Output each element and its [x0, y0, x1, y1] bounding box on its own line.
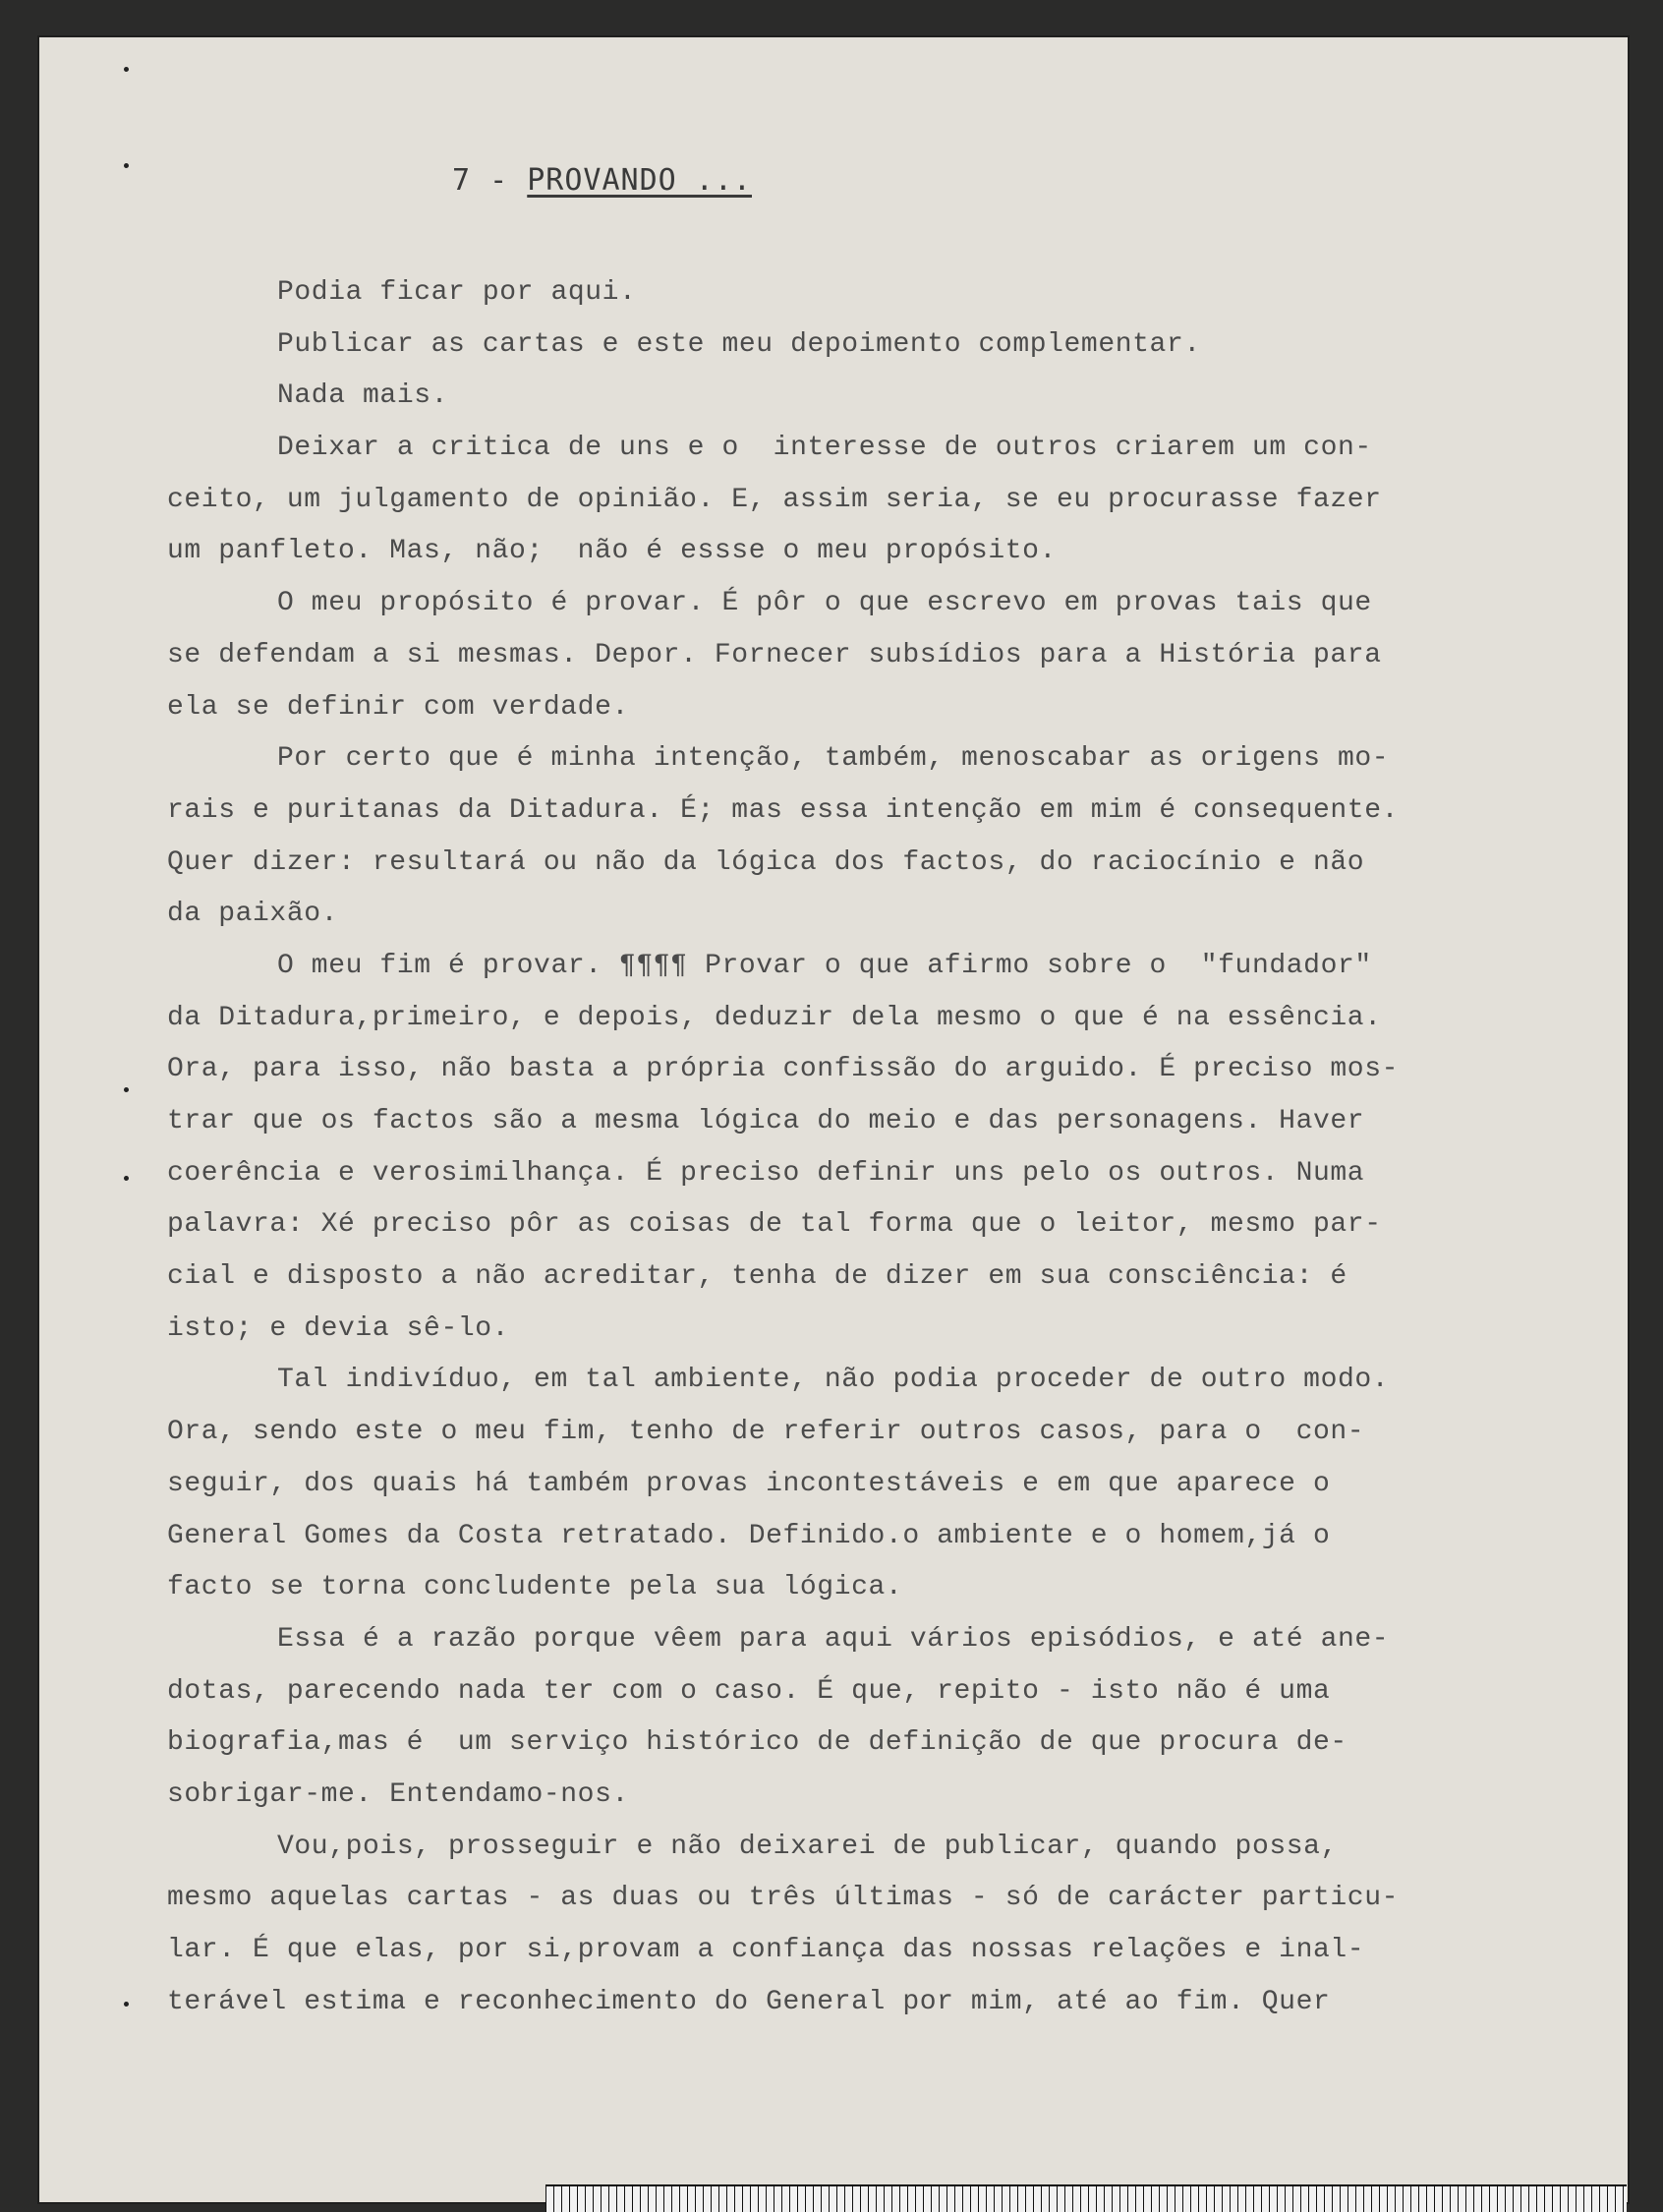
text-line: coerência e verosimilhança. É preciso definir uns pelo os outros. Numa — [167, 1157, 1365, 1189]
text-line: cial e disposto a não acreditar, tenha de dizer em sua consciência: é — [167, 1261, 1348, 1293]
text-line: terável estima e reconhecimento do General por mim, até ao fim. Quer — [167, 1986, 1331, 2017]
text-line: Ora, sendo este o meu fim, tenho de referir outros casos, para o con- — [167, 1417, 1365, 1448]
text-line: Publicar as cartas e este meu depoimento complementar. — [277, 328, 1201, 360]
text-line: Ora, para isso, não basta a própria confissão do arguido. É preciso mos- — [167, 1054, 1399, 1085]
text-line: isto; e devia sê-lo. — [167, 1312, 510, 1344]
hole-mark — [124, 2002, 129, 2007]
text-line: sobrigar-me. Entendamo-nos. — [167, 1778, 629, 1810]
hole-mark — [124, 67, 129, 72]
text-line: General Gomes da Costa retratado. Definido.o ambiente e o homem,já o — [167, 1520, 1331, 1551]
text-line: Tal indivíduo, em tal ambiente, não podia proceder de outro modo. — [277, 1365, 1390, 1396]
hole-mark — [124, 1087, 129, 1092]
text-line: da paixão. — [167, 899, 339, 930]
chapter-title: PROVANDO ... — [527, 163, 752, 198]
body-text — [167, 267, 1539, 2028]
text-line: Nada mais. — [277, 380, 449, 412]
text-line: lar. É que elas, por si,provam a confiança das nossas relações e inal- — [167, 1935, 1365, 1965]
text-line: Por certo que é minha intenção, também, menoscabar as origens mo- — [277, 743, 1390, 775]
text-line: Podia ficar por aqui. — [277, 277, 637, 308]
text-line: facto se torna concludente pela sua lógica. — [167, 1572, 903, 1603]
text-line: palavra: Xé preciso pôr as coisas de tal forma que o leitor, mesmo par- — [167, 1209, 1382, 1241]
chapter-number: 7 - — [452, 163, 509, 198]
text-line: da Ditadura,primeiro, e depois, deduzir dela mesmo o que é na essência. — [167, 1002, 1382, 1033]
text-line: mesmo aquelas cartas - as duas ou três últimas - só de carácter particu- — [167, 1883, 1399, 1914]
text-line: Essa é a razão porque vêem para aqui vários episódios, e até ane- — [277, 1623, 1390, 1655]
text-line: ela se definir com verdade. — [167, 691, 629, 723]
text-line: O meu propósito é provar. É pôr o que escrevo em provas tais que — [277, 588, 1372, 619]
text-line: trar que os factos são a mesma lógica do meio e das personagens. Haver — [167, 1106, 1365, 1136]
text-line: ceito, um julgamento de opinião. E, assim seria, se eu procurasse fazer — [167, 484, 1382, 515]
hole-mark — [124, 163, 129, 168]
text-line: Deixar a critica de uns e o interesse de outros criarem um con- — [277, 433, 1372, 464]
text-line: se defendam a si mesmas. Depor. Fornecer subsídios para a História para — [167, 639, 1382, 670]
scale-ruler — [545, 2184, 1627, 2212]
text-line: O meu fim é provar. ¶¶¶¶ Provar o que afirmo sobre o "fundador" — [277, 950, 1372, 981]
chapter-heading — [452, 163, 752, 198]
text-line: um panfleto. Mas, não; não é essse o meu propósito. — [167, 536, 1057, 567]
text-line: Quer dizer: resultará ou não da lógica dos factos, do raciocínio e não — [167, 846, 1365, 878]
text-line: Vou,pois, prosseguir e não deixarei de publicar, quando possa, — [277, 1831, 1338, 1862]
text-line: rais e puritanas da Ditadura. É; mas essa intenção em mim é consequente. — [167, 794, 1399, 826]
hole-mark — [124, 1176, 129, 1181]
text-line: dotas, parecendo nada ter com o caso. É que, repito - isto não é uma — [167, 1675, 1331, 1707]
text-line: seguir, dos quais há também provas incontestáveis e em que aparece o — [167, 1468, 1331, 1499]
text-line: biografia,mas é um serviço histórico de definição de que procura de- — [167, 1727, 1348, 1759]
